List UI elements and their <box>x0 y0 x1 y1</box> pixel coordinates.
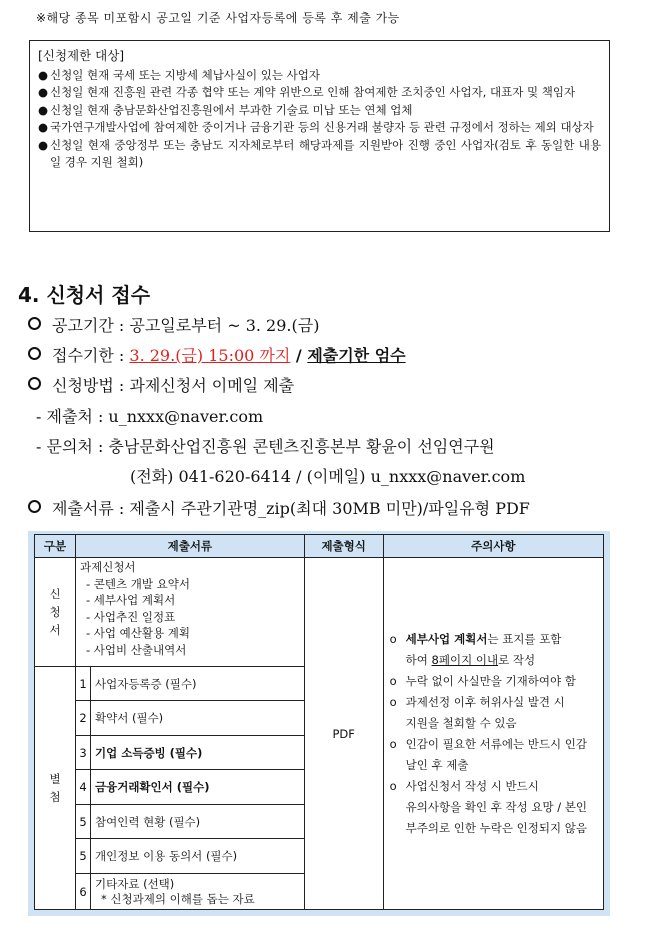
list-item: o 인감이 필요한 서류에는 반드시 인감 날인 후 제출 <box>389 736 587 772</box>
documents-table <box>34 534 604 910</box>
docs-line: 제출서류 : 제출시 주관기관명_zip(최대 30MB 미만)/파일유형 PDF <box>28 496 530 519</box>
circle-bullet-icon <box>28 317 41 330</box>
table-header-row <box>35 535 604 558</box>
list-item: ● 신청일 현재 국세 또는 지방세 체납사실이 있는 사업자 <box>38 67 601 85</box>
table-row: 4 금융거래확인서 (필수) <box>35 770 604 805</box>
bullet-icon: ● <box>38 120 49 134</box>
table-row: 6 기타자료 (선택) * 신청과제의 이해를 돕는 자료 <box>35 874 604 910</box>
deadline-line: 접수기한 : 3. 29.(금) 15:00 까지 / 제출기한 엄수 <box>28 343 406 366</box>
table-row: 5 개인정보 이용 동의서 (필수) <box>35 839 604 874</box>
group-application: 신 청 서 <box>35 558 76 667</box>
circle-bullet-icon <box>28 377 41 390</box>
table-row: 별 첨 1 사업자등록증 (필수) <box>35 667 604 701</box>
bullet-icon: ● <box>38 85 49 99</box>
header-format: 제출형식 <box>304 535 383 558</box>
header-category: 구분 <box>35 535 76 558</box>
restriction-title: [신청제한 대상] <box>38 48 125 63</box>
format-cell: PDF <box>304 558 383 910</box>
application-docs: 과제신청서 - 콘텐츠 개발 요약서 - 세부사업 계획서 - 사업추진 일정표 - 사업 예산활용 계획 - 사업비 산출내역서 <box>76 558 305 667</box>
period-line: 공고기간 : 공고일로부터 ~ 3. 29.(금) <box>28 313 319 336</box>
list-item: ● 신청일 현재 중앙정부 또는 충남도 지자체로부터 해당과제를 지원받아 진행 중인 사업자(검토 후 동일한 내용일 경우 지원 철회) <box>38 137 601 169</box>
deadline-value: 3. 29.(금) 15:00 까지 <box>129 346 291 365</box>
list-item: o 누락 없이 사실만을 기재하여야 함 <box>389 673 576 688</box>
list-item: o 과제선정 이후 허위사실 발견 시 지원을 철회할 수 있음 <box>389 694 565 730</box>
header-document: 제출서류 <box>76 535 305 558</box>
contact-detail-line: (전화) 041-620-6414 / (이메일) u_nxxx@naver.com <box>130 467 526 486</box>
bullet-icon: ● <box>38 67 49 82</box>
table-row: 2 확약서 (필수) <box>35 701 604 736</box>
section-heading: 4. 신청서 접수 <box>18 283 151 307</box>
circle-bullet-icon <box>28 347 41 360</box>
list-item: ● 신청일 현재 진흥원 관련 각종 협약 또는 계약 위반으로 인해 참여제한 조치중인 사업자, 대표자 및 책임자 <box>38 84 601 102</box>
table-row: 5 참여인력 현황 (필수) <box>35 805 604 839</box>
table-row <box>35 558 604 667</box>
bullet-icon: ● <box>38 137 49 152</box>
table-row: 3 기업 소득증빙 (필수) <box>35 736 604 770</box>
restriction-box <box>29 40 610 232</box>
deadline-note: 제출기한 엄수 <box>307 346 406 365</box>
submit-to-line: - 제출처 : u_nxxx@naver.com <box>36 407 264 426</box>
list-item: o 사업신청서 작성 시 반드시 유의사항을 확인 후 작성 요망 / 본인 부주의로 인한 누락은 인정되지 않음 <box>389 778 588 835</box>
header-notes: 주의사항 <box>383 535 603 558</box>
list-item: ● 국가연구개발사업에 참여제한 중이거나 금융기관 등의 신용거래 불량자 등 관련 규정에서 정하는 제외 대상자 <box>38 119 601 137</box>
restriction-list <box>38 67 601 172</box>
bullet-icon: ● <box>38 102 49 117</box>
notice-text: ※해당 종목 미포함시 공고일 기준 사업자등록에 등록 후 제출 가능 <box>36 11 400 25</box>
group-attachments: 별 첨 <box>35 667 76 910</box>
contact-line: - 문의처 : 충남문화산업진흥원 콘텐츠진흥본부 황윤이 선임연구원 <box>36 437 495 456</box>
list-item: o 세부사업 계획서는 표지를 포함 하여 8페이지 이내로 작성 <box>389 631 562 667</box>
list-item: ● 신청일 현재 충남문화산업진흥원에서 부과한 기술료 미납 또는 연체 업체 <box>38 102 601 120</box>
method-line: 신청방법 : 과제신청서 이메일 제출 <box>28 373 294 396</box>
circle-bullet-icon <box>28 500 41 513</box>
notes-cell <box>383 558 603 910</box>
